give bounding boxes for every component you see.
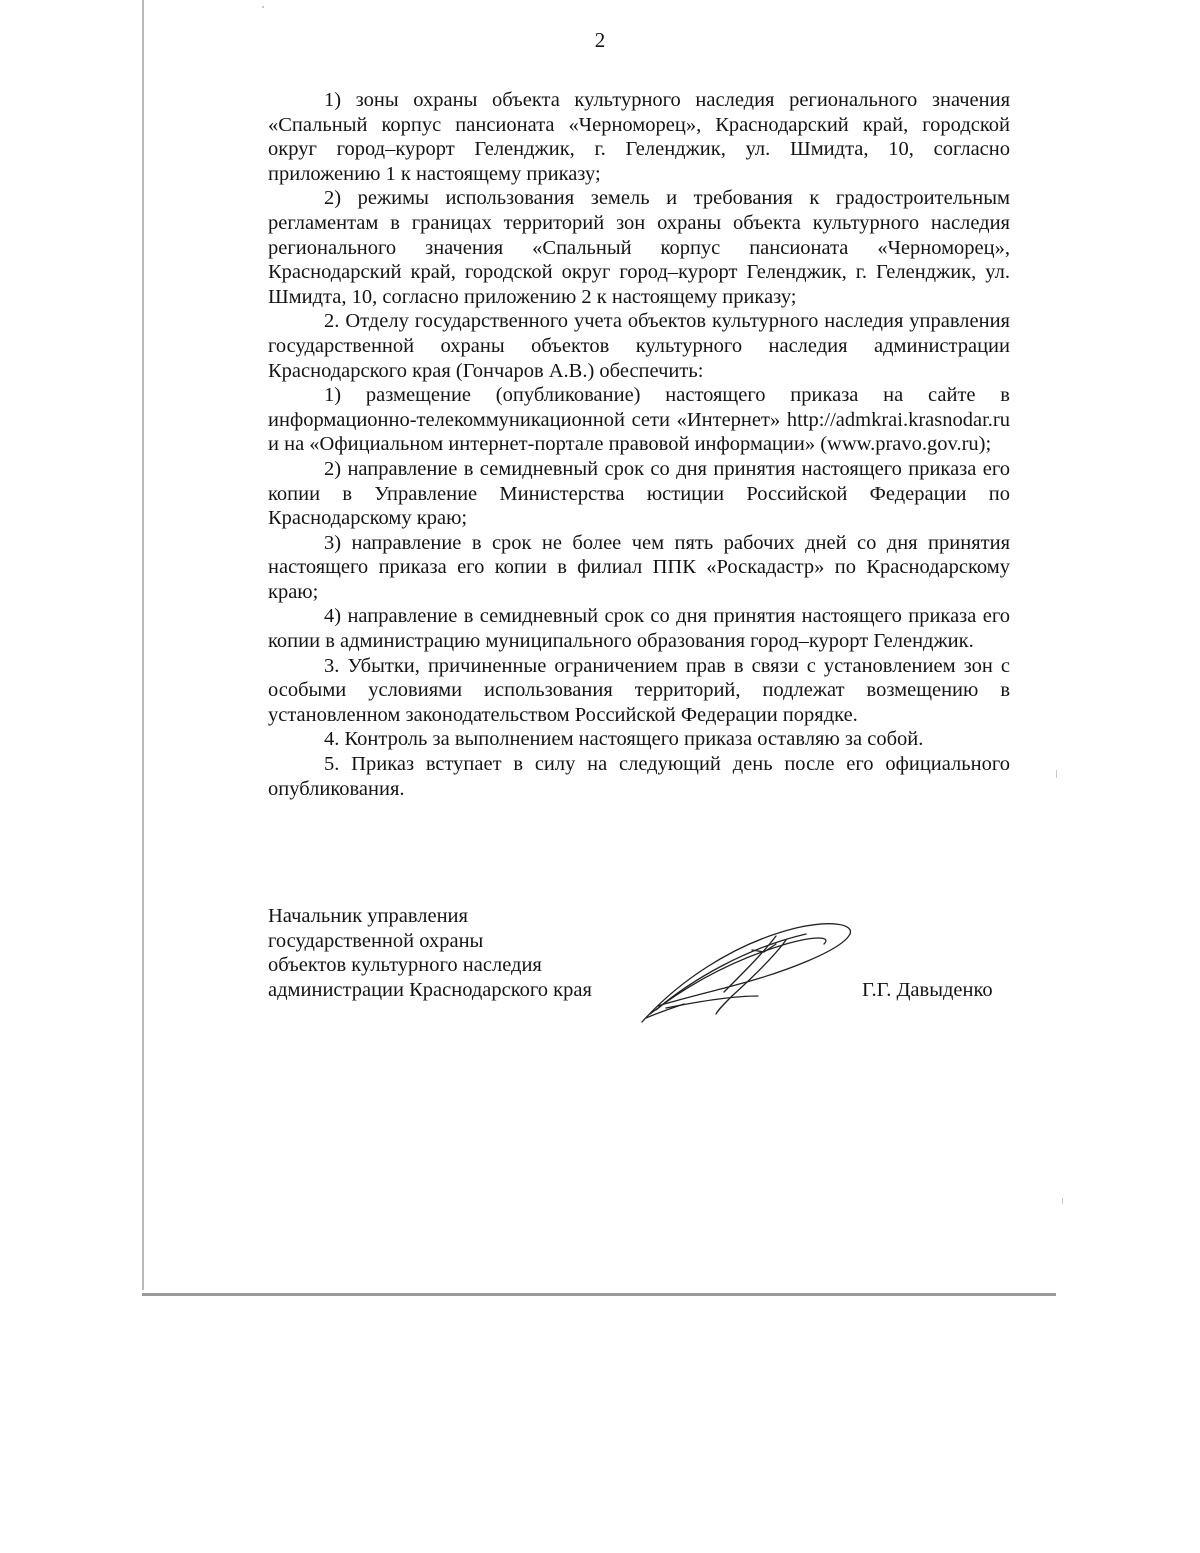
- position-line: государственной охраны: [268, 929, 484, 952]
- paragraph-land-use-regimes: 2) режимы использования земель и требования к градостроительным регламентам в границах территорий зон охраны объекта культурного наследия регионального значения «Спальный корпус пансионата «Черноморец», Краснодарский край, городской округ город–курорт Геленджик, г. Геленджик, ул. Шмидта, 10, согласно приложению 2 к настоящему приказу;: [268, 187, 1010, 308]
- signatory-name: Г.Г. Давыденко: [862, 979, 993, 1001]
- paragraph-publication: 1) размещение (опубликование) настоящего приказа на сайте в информационно-телекоммуникационной сети «Интернет» http://admkrai.krasnodar.ru и на «Официальном интернет-портале правовой информации» (www.pravo.gov.ru);: [268, 384, 1010, 456]
- signatory-position: [268, 904, 592, 1002]
- document-body: [268, 88, 1010, 801]
- paragraph-zones: 1) зоны охраны объекта культурного наследия регионального значения «Спальный корпус пансионата «Черноморец», Краснодарский край, городской округ город–курорт Геленджик, г. Геленджик, ул. Шмидта, 10, согласно приложению 1 к настоящему приказу;: [268, 89, 1010, 185]
- scan-speck: [262, 6, 264, 8]
- position-line: Начальник управления: [268, 905, 468, 927]
- paragraph-control: 4. Контроль за выполнением настоящего приказа оставляю за собой.: [324, 728, 924, 751]
- paragraph-roskadastr: 3) направление в срок не более чем пять рабочих дней со дня принятия настоящего приказа его копии в филиал ППК «Роскадастр» по Краснодарскому краю;: [268, 531, 1010, 603]
- paragraph-losses: 3. Убытки, причиненные ограничением прав в связи с установлением зон с особыми условиями использования территорий, подлежат возмещению в установленном законодательством Российской Федерации порядке.: [268, 654, 1010, 726]
- position-line: администрации Краснодарского края: [268, 978, 592, 1001]
- scan-bottom-edge: [142, 1293, 1056, 1296]
- scan-left-edge: [142, 0, 144, 1290]
- handwritten-signature: [636, 914, 856, 1026]
- paragraph-department-tasks: 2. Отделу государственного учета объектов культурного наследия управления государственной охраны объектов культурного наследия администрации Краснодарского края (Гончаров А.В.) обеспечить:: [268, 310, 1010, 382]
- position-line: объектов культурного наследия: [268, 954, 542, 977]
- paragraph-gelendzhik-administration: 4) направление в семидневный срок со дня принятия настоящего приказа его копии в администрацию муниципального образования город–курорт Геленджик.: [268, 605, 1010, 653]
- scan-speck: [1056, 770, 1057, 778]
- paragraph-effective-date: 5. Приказ вступает в силу на следующий день после его официального опубликования.: [268, 753, 1010, 800]
- scan-speck: [1062, 1198, 1063, 1204]
- paragraph-ministry-of-justice: 2) направление в семидневный срок со дня принятия настоящего приказа его копии в Управление Министерства юстиции Российской Федерации по Краснодарскому краю;: [268, 457, 1010, 530]
- page-number: 2: [594, 28, 606, 52]
